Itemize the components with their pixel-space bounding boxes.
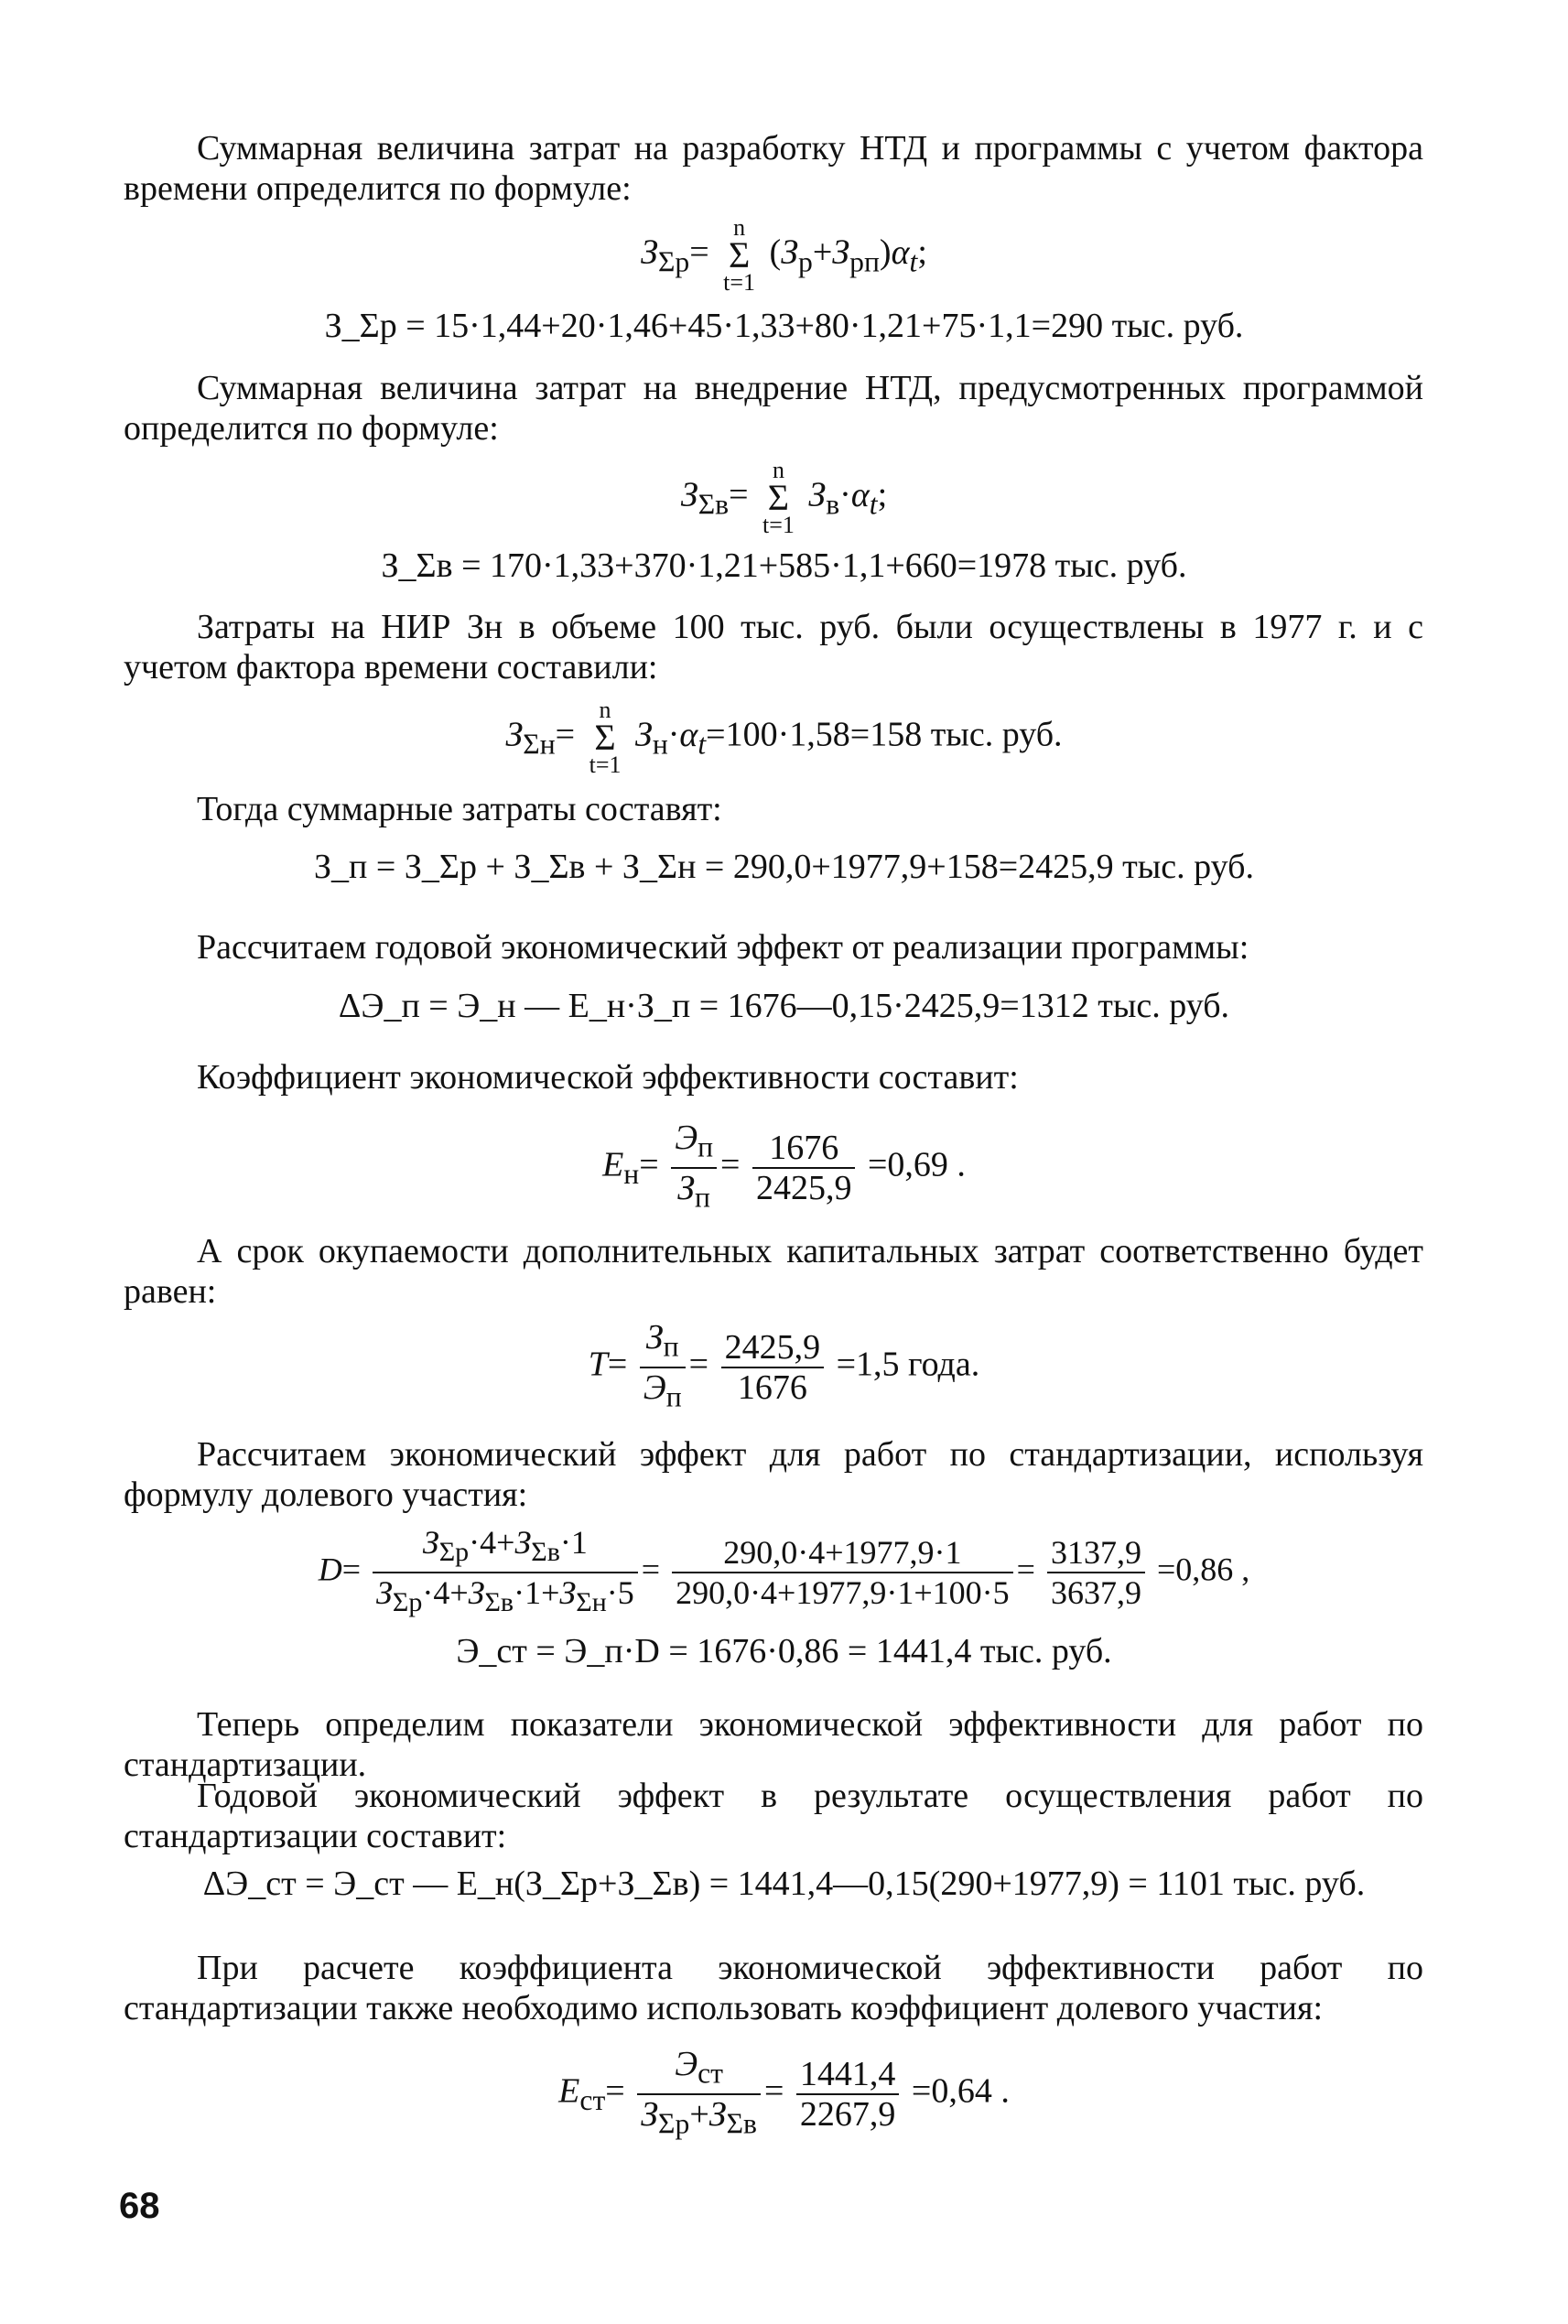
paragraph-3: Затраты на НИР Зн в объеме 100 тыс. руб. были осуществлены в 1977 г. и с учетом фактора времени составили: bbox=[124, 608, 1423, 686]
sum-symbol: n Σ t=1 bbox=[762, 457, 795, 538]
sum-symbol: n Σ t=1 bbox=[589, 697, 622, 778]
equation-3: $З_{\Sigma в}= n$ Σ t=1 $З_в\cdot\alpha_t$; bbox=[680, 457, 888, 538]
paragraph-9: Теперь определим показатели экономической эффективности для работ по стандартизации. bbox=[124, 1705, 1423, 1784]
equation-10: D= $З_{\Sigma р}\cdot 4+З_{\Sigma в}\cdot 1$ $З_{\Sigma р}\cdot 4+З_{\Sigma в}\cdot 1+З_{\Sigma н}\cdot 5$ = $\frac{290,0\cdot 4+1977,9\cdot 1}{290,0\cdot 4+1977,9\cdot 1+100\cdot 5}$ = $\frac{3137,9}{3637,9}$ =0,86 , bbox=[0, 1523, 1568, 1622]
equation-1: $З_{\Sigma р}= n$ Σ t=1 $(З_р+З_{рп})\alpha_t$; bbox=[641, 214, 927, 296]
paragraph-4: Тогда суммарные затраты составят: bbox=[197, 790, 722, 828]
paragraph-10: Годовой экономический эффект в результате осуществления работ по стандартизации составит: bbox=[124, 1777, 1423, 1855]
equation-8: $Е_н=$ $Э_п$ $З_п$ = $\frac{1676}{2425,9}$ =0,69 . bbox=[0, 1119, 1568, 1216]
paragraph-5: Рассчитаем годовой экономический эффект от реализации программы: bbox=[197, 928, 1249, 967]
equation-4: З_Σв = 170·1,33+370·1,21+585·1,1+660=1978 тыс. руб. bbox=[381, 546, 1187, 585]
paragraph-7: А срок окупаемости дополнительных капитальных затрат соответственно будет равен: bbox=[124, 1232, 1423, 1311]
page-number: 68 bbox=[119, 2186, 160, 2226]
equation-11: Э_ст = Э_п·D = 1676·0,86 = 1441,4 тыс. руб. bbox=[456, 1632, 1112, 1670]
equation-5: $З_{\Sigma н}= n$ Σ t=1 $З_н\cdot\alpha_t=100\cdot 1,58=158$ тыс. руб. bbox=[505, 697, 1063, 778]
equation-12: ΔЭ_ст = Э_ст — Е_н(З_Σр+З_Σв) = 1441,4—0,15(290+1977,9) = 1101 тыс. руб. bbox=[202, 1865, 1366, 1903]
equation-2: З_Σр = 15·1,44+20·1,46+45·1,33+80·1,21+75·1,1=290 тыс. руб. bbox=[324, 307, 1244, 345]
paragraph-11: При расчете коэффициента экономической эффективности работ по стандартизации также необходимо использовать коэффициент долевого участия: bbox=[124, 1949, 1423, 2027]
equation-13: $Е_{ст}=$ $Э_{ст}$ $З_{\Sigma р}+З_{\Sigma в}$ = $\frac{1441,4}{2267,9}$ =0,64 . bbox=[0, 2045, 1568, 2143]
fraction: $\frac{290,0\cdot 4+1977,9\cdot 1}{290,0\cdot 4+1977,9\cdot 1+100\cdot 5}$ bbox=[672, 1533, 1013, 1612]
paragraph-1: Суммарная величина затрат на разработку НТД и программы с учетом фактора времени определится по формуле: bbox=[124, 129, 1423, 208]
fraction: $З_{\Sigma р}\cdot 4+З_{\Sigma в}\cdot 1$ $З_{\Sigma р}\cdot 4+З_{\Sigma в}\cdot 1+З_{\Sigma н}\cdot 5$ bbox=[373, 1523, 638, 1622]
fraction: $\frac{1676}{2425,9}$ bbox=[752, 1129, 856, 1207]
equation-9: Т= $З_п$ $Э_п$ = $\frac{2425,9}{1676}$ =1,5 года. bbox=[0, 1318, 1568, 1416]
fraction: $\frac{2425,9}{1676}$ bbox=[721, 1328, 825, 1407]
fraction: $Э_{ст}$ $З_{\Sigma р}+З_{\Sigma в}$ bbox=[637, 2045, 761, 2143]
paragraph-2: Суммарная величина затрат на внедрение НТД, предусмотренных программой определится по формуле: bbox=[124, 369, 1423, 448]
fraction: $Э_п$ $З_п$ bbox=[671, 1119, 717, 1216]
paragraph-8: Рассчитаем экономический эффект для работ по стандартизации, используя формулу долевого участия: bbox=[124, 1435, 1423, 1514]
equation-7: ΔЭ_п = Э_н — Е_н·З_п = 1676—0,15·2425,9=1312 тыс. руб. bbox=[338, 987, 1230, 1025]
paragraph-6: Коэффициент экономической эффективности составит: bbox=[197, 1058, 1019, 1097]
sum-symbol: n Σ t=1 bbox=[723, 214, 756, 296]
equation-6: З_п = З_Σр + З_Σв + З_Σн = 290,0+1977,9+158=2425,9 тыс. руб. bbox=[314, 848, 1254, 886]
fraction: $\frac{1441,4}{2267,9}$ bbox=[796, 2055, 900, 2134]
fraction: $З_п$ $Э_п$ bbox=[640, 1318, 686, 1416]
fraction: $\frac{3137,9}{3637,9}$ bbox=[1047, 1533, 1145, 1612]
